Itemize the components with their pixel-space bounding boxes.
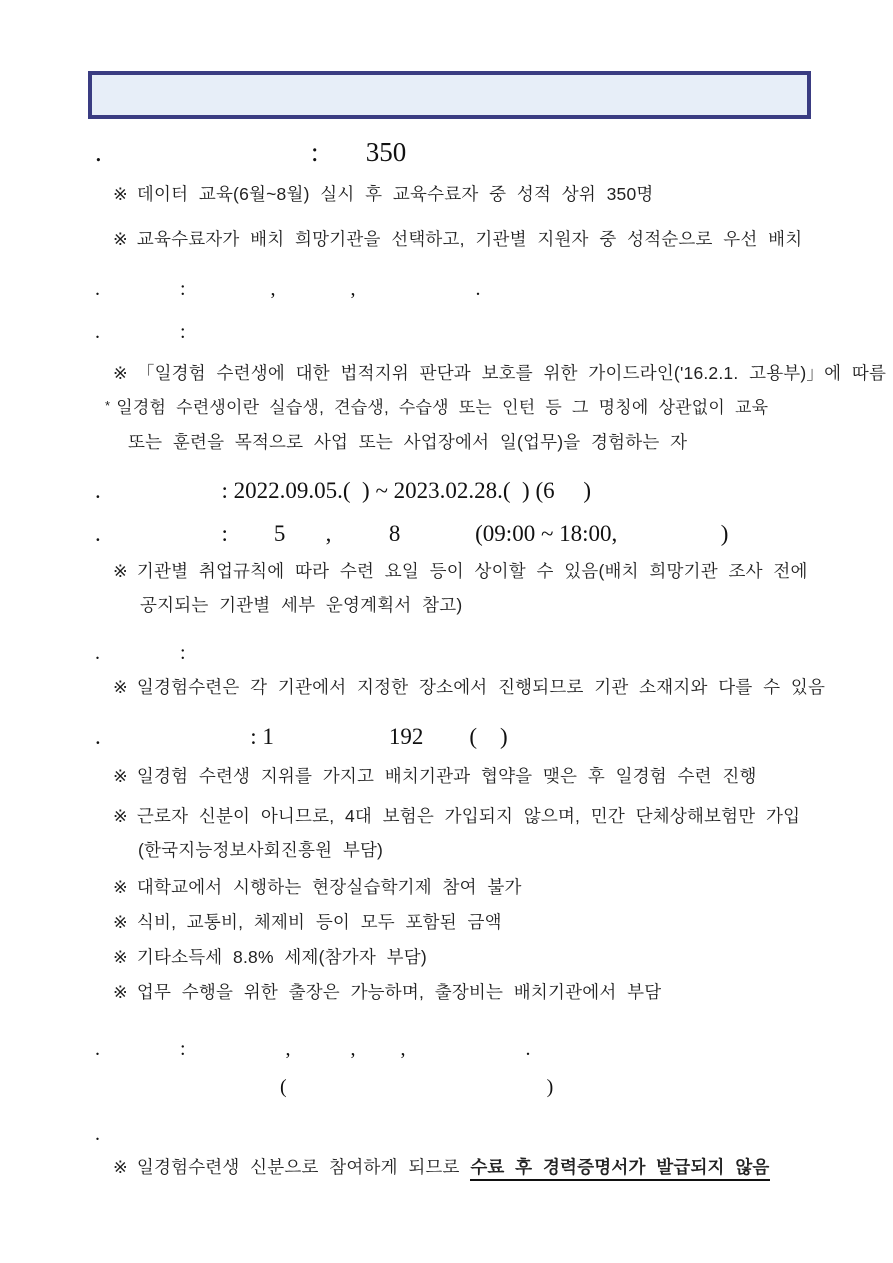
- reference-mark-icon: ※: [113, 912, 128, 932]
- doc-line-text: (한국지능정보사회진흥원 부담): [138, 840, 384, 860]
- doc-line-text: 일경험수련생 신분으로 참여하게 되므로: [136, 1157, 471, 1177]
- doc-line-text: 일경험수련은 각 기관에서 지정한 장소에서 진행되므로 기관 소재지와 다를 수 있음: [136, 677, 826, 697]
- reference-mark-icon: ※: [113, 877, 128, 897]
- reference-mark-icon: ※: [113, 766, 128, 786]
- reference-mark-icon: ※: [113, 1157, 128, 1177]
- doc-line-text: 업무 수행을 위한 출장은 가능하며, 출장비는 배치기관에서 부담: [136, 982, 662, 1002]
- doc-line: [95, 1077, 553, 1097]
- doc-line-text: 기관별 취업규칙에 따라 수련 요일 등이 상이할 수 있음(배치 희망기관 조사 전에: [136, 561, 808, 581]
- reference-mark-icon: ※: [113, 806, 128, 826]
- reference-mark-icon: ※: [113, 982, 128, 1002]
- doc-line-text: . : 5 , 8 (09:00 ~ 18:00, ): [95, 521, 729, 546]
- doc-line-text: . : , , , .: [95, 1038, 531, 1060]
- doc-line: [113, 563, 808, 581]
- reference-mark-icon: ※: [113, 363, 128, 383]
- doc-line-text: 「일경험 수련생에 대한 법적지위 판단과 보호를 위한 가이드라인('16.2.1. 고용부)」에 따름: [136, 363, 887, 383]
- doc-line-text: 일경험 수련생 지위를 가지고 배치기관과 협약을 맺은 후 일경험 수련 진행: [136, 766, 757, 786]
- doc-line: [113, 365, 886, 383]
- doc-line: [95, 1124, 100, 1144]
- doc-line: [138, 842, 383, 860]
- asterisk-mark-icon: *: [105, 398, 111, 413]
- doc-line: [95, 139, 406, 166]
- doc-line-text: 데이터 교육(6월~8월) 실시 후 교육수료자 중 성적 상위 350명: [136, 184, 654, 204]
- doc-line: [113, 808, 800, 826]
- doc-line: [95, 279, 481, 299]
- reference-mark-icon: ※: [113, 561, 128, 581]
- doc-line-text: 대학교에서 시행하는 현장실습학기제 참여 불가: [136, 877, 522, 897]
- doc-line: [128, 434, 687, 452]
- doc-line-text: . : 1 192 ( ): [95, 724, 508, 749]
- doc-line-text: ( ): [95, 1076, 554, 1098]
- doc-line-text: 기타소득세 8.8% 세제(참가자 부담): [136, 947, 427, 967]
- doc-line: [95, 643, 186, 663]
- doc-line: [95, 725, 508, 748]
- doc-line-text: . : 350: [95, 137, 407, 167]
- doc-line: [113, 231, 802, 249]
- doc-line: [113, 984, 661, 1002]
- reference-mark-icon: ※: [113, 184, 128, 204]
- doc-line: [113, 879, 522, 897]
- doc-line: [140, 597, 462, 615]
- doc-line: [113, 914, 502, 932]
- doc-line-text: 일경험 수련생이란 실습생, 견습생, 수습생 또는 인턴 등 그 명칭에 상관없이 교육: [116, 398, 769, 417]
- reference-mark-icon: ※: [113, 947, 128, 967]
- title-box: [88, 71, 811, 119]
- doc-line-text: 식비, 교통비, 체제비 등이 모두 포함된 금액: [136, 912, 502, 932]
- doc-line-text: 또는 훈련을 목적으로 사업 또는 사업장에서 일(업무)을 경험하는 자: [128, 432, 688, 452]
- doc-line: [113, 679, 825, 697]
- doc-line: [113, 186, 654, 204]
- doc-line-text: 근로자 신분이 아니므로, 4대 보험은 가입되지 않으며, 민간 단체상해보험만 가입: [136, 806, 801, 826]
- reference-mark-icon: ※: [113, 677, 128, 697]
- doc-line: [95, 322, 186, 342]
- doc-line-text: .: [95, 1123, 100, 1145]
- doc-line: [95, 1039, 531, 1059]
- reference-mark-icon: ※: [113, 229, 128, 249]
- doc-line: [113, 949, 427, 967]
- doc-line-text: . :: [95, 642, 186, 664]
- doc-line-text: . : , , .: [95, 278, 481, 300]
- doc-line: [95, 522, 728, 545]
- doc-line: [113, 1159, 770, 1177]
- doc-line: [113, 768, 757, 786]
- doc-line-emphasis: 수료 후 경력증명서가 발급되지 않음: [470, 1157, 769, 1181]
- doc-line-text: 공지되는 기관별 세부 운영계획서 참고): [140, 595, 463, 615]
- doc-line-text: . : 2022.09.05.( ) ~ 2023.02.28.( ) (6 ): [95, 478, 592, 503]
- doc-line-text: . :: [95, 321, 186, 343]
- doc-line: [105, 399, 768, 416]
- doc-line-text: 교육수료자가 배치 희망기관을 선택하고, 기관별 지원자 중 성적순으로 우선 배치: [136, 229, 803, 249]
- doc-line: [95, 479, 591, 502]
